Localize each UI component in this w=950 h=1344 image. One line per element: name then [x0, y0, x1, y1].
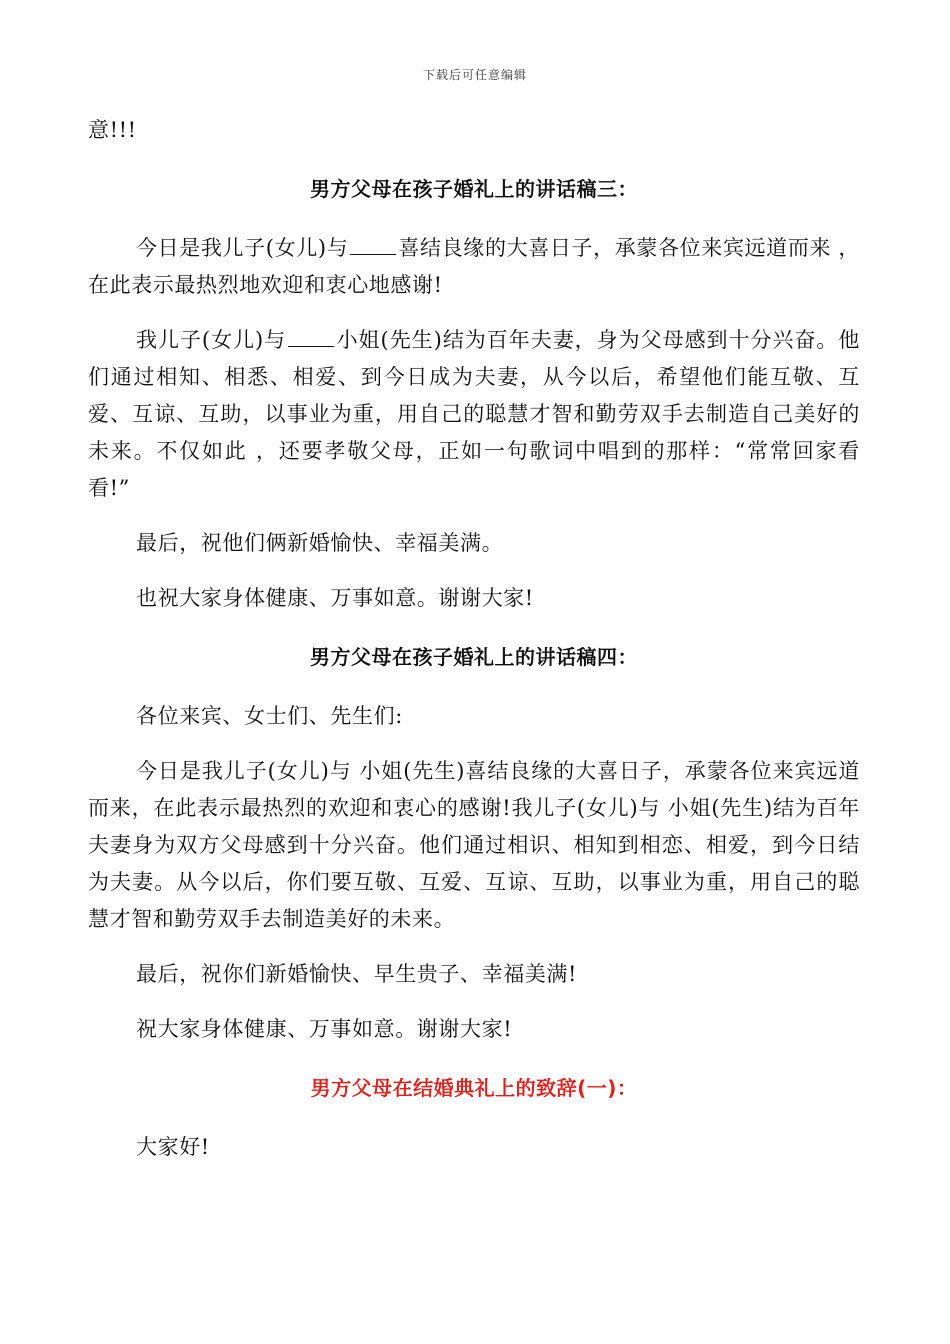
section-heading-3: 男方父母在孩子婚礼上的讲话稿三：	[310, 177, 638, 201]
s3-paragraph-1	[88, 230, 860, 304]
s3-p1-part-b: 喜结良缘的大喜日子，承蒙各位来宾远道而来 ，在此表示最热烈地欢迎和衷心地感谢!	[88, 236, 860, 297]
section-heading-5: 男方父母在结婚典礼上的致辞(一)：	[310, 1076, 638, 1100]
s4-paragraph-3: 最后，祝你们新婚愉快、早生贵子、幸福美满!	[136, 962, 578, 986]
s3-p2-part-b: 小姐(先生)结为百年夫妻，身为父母感到十分兴奋。他们通过相知、相悉、相爱、到今日成为夫妻，从今以后，希望他们能互敬、互爱、互谅、互助，以事业为重，用自己的聪慧才智和勤劳双手去制造自己美好的未来。不仅如此 ，还要孝敬父母，正如一句歌词中唱到的那样：“常常回家看看!”	[88, 328, 860, 500]
s5-paragraph-1: 大家好!	[136, 1135, 210, 1159]
document-body	[88, 112, 860, 1166]
s3-p1-part-a: 今日是我儿子(女儿)与	[136, 236, 349, 260]
s3-paragraph-4: 也祝大家身体健康、万事如意。谢谢大家!	[136, 586, 534, 610]
s4-paragraph-4: 祝大家身体健康、万事如意。谢谢大家!	[136, 1017, 513, 1041]
s3-paragraph-2	[88, 322, 860, 507]
s3-paragraph-3: 最后，祝他们俩新婚愉快、幸福美满。	[136, 531, 504, 555]
fill-in-blank	[350, 238, 396, 255]
s3-p2-part-a: 我儿子(女儿)与	[136, 328, 287, 352]
section-heading-4: 男方父母在孩子婚礼上的讲话稿四：	[310, 645, 638, 669]
s4-paragraph-1: 各位来宾、女士们、先生们:	[136, 704, 403, 728]
fill-in-blank	[288, 330, 334, 347]
continuation-line: 意!!!	[88, 118, 137, 142]
s4-paragraph-2: 今日是我儿子(女儿)与 小姐(先生)喜结良缘的大喜日子，承蒙各位来宾远道而来，在此表示最热烈的欢迎和衷心的感谢!我儿子(女儿)与 小姐(先生)结为百年夫妻身为双方父母感到十分兴奋。他们通过相识、相知到相恋、相爱，到今日结为夫妻。从今以后，你们要互敬、互爱、互谅、互助，以事业为重，用自己的聪慧才智和勤劳双手去制造美好的未来。	[88, 759, 860, 931]
page-header-note: 下载后可任意编辑	[422, 68, 527, 82]
